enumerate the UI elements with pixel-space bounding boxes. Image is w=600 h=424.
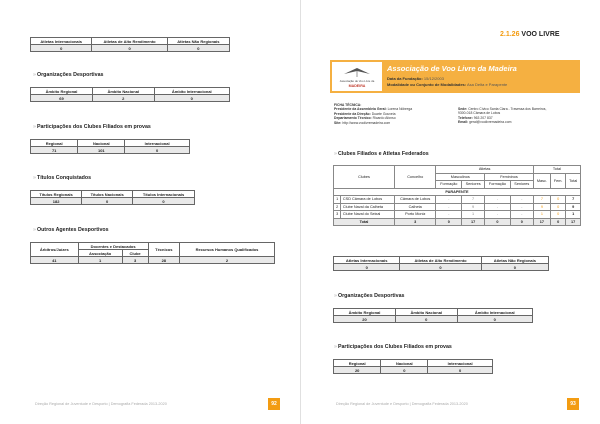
table-header: Âmbito Internacional	[457, 309, 532, 316]
table-header: Total	[533, 166, 580, 174]
table-header: Femininos	[485, 173, 534, 181]
table-cell: 0	[82, 198, 133, 205]
table-header: Atletas de Alto Rendimento	[92, 38, 167, 45]
table-header: Atletas Não Regionais	[481, 257, 548, 264]
section-title-org: »Organizações Desportivas	[33, 72, 104, 78]
table-row: 1 CSD Câmara de Lobos Câmara de Lobos - 7 - - 7 0 7	[334, 196, 581, 204]
table-header: Masc.	[533, 173, 550, 188]
table-cell: 0	[167, 45, 229, 52]
section-heading: 2.1.26 VOO LIVRE	[500, 31, 560, 38]
table-header: Árbitros/Juízes	[31, 243, 79, 257]
table-header: Nacional	[381, 360, 428, 367]
table-header: Atletas Internacionais	[334, 257, 400, 264]
table-header: Masculinos	[436, 173, 485, 181]
info-right-column: Sede: Centro Cívico Santa Clara - Travessa dos Barreiros, 9300-018 Câmara de Lobos Telefone: 963 207 837 Email: geral@voolivremadeira.com	[458, 107, 547, 125]
modality-line: Modalidade ou Conjunto de Modalidades: Asa Delta e Parapente	[387, 82, 508, 87]
table-cell: 0	[334, 264, 400, 271]
participations-table-right	[333, 359, 493, 374]
table-header: Concelho	[394, 166, 436, 189]
table-header: Títulos Regionais	[31, 191, 82, 198]
table-cell: 69	[31, 95, 93, 102]
table-header: Recursos Humanos Qualificados	[179, 243, 274, 257]
table-cell: 0	[381, 367, 428, 374]
titles-table-left	[30, 190, 195, 205]
table-cell: 0	[457, 316, 532, 323]
table-header: Fem.	[550, 173, 565, 188]
table-header: Âmbito Nacional	[395, 309, 457, 316]
table-cell: 0	[400, 264, 481, 271]
athletes-table-right	[333, 256, 549, 271]
table-header: Âmbito Nacional	[92, 88, 154, 95]
footer-left: Direção Regional de Juventude e Desporto | Demografia Federada 2013-2020	[35, 402, 167, 406]
athletes-table-left	[30, 37, 230, 52]
table-cell: 0	[125, 147, 190, 154]
section-title-org-right: »Organizações Desportivas	[334, 293, 405, 299]
table-header: Formação	[436, 181, 462, 189]
table-header: Âmbito Regional	[31, 88, 93, 95]
table-header: Formação	[485, 181, 511, 189]
table-cell: 0	[481, 264, 548, 271]
table-cell: 71	[31, 147, 78, 154]
table-header: Âmbito Regional	[334, 309, 396, 316]
table-header: Nacional	[78, 140, 125, 147]
table-header: Âmbito Internacional	[154, 88, 229, 95]
table-header: Docentes e Destacados	[78, 243, 148, 250]
clubs-table	[333, 165, 581, 226]
table-header: Clubes	[334, 166, 395, 189]
table-header: Atletas Não Regionais	[167, 38, 229, 45]
table-cell: 0	[133, 198, 195, 205]
association-banner	[330, 60, 580, 93]
table-cell: 41	[31, 257, 79, 264]
table-header: Clube	[122, 250, 148, 257]
table-header: Regional	[31, 140, 78, 147]
association-logo	[332, 62, 382, 91]
table-row: 3 Clube Naval do Seixal Porto Moniz - 1 - - 1 0 1	[334, 211, 581, 219]
table-cell: 101	[78, 147, 125, 154]
table-cell: 20	[334, 367, 381, 374]
org-table-right	[333, 308, 533, 323]
table-header: Associação	[78, 250, 122, 257]
table-header: Total	[566, 173, 581, 188]
table-cell: 3	[122, 257, 148, 264]
agents-table-left	[30, 242, 275, 264]
table-total-row: Total 3 0 17 0 0 17 0 17	[334, 218, 581, 226]
table-header: Técnicos	[148, 243, 179, 257]
section-title-participations: »Participações dos Clubes Filiados em provas	[33, 124, 151, 130]
table-header: Internacional	[125, 140, 190, 147]
table-subheader: PARAPENTE	[334, 188, 581, 196]
table-cell: 0	[154, 95, 229, 102]
participations-table-left	[30, 139, 190, 154]
table-row: 2 Clube Naval da Calheta Calheta - 9 - - 9 0 9	[334, 203, 581, 211]
table-header: Seniores	[462, 181, 485, 189]
page-number-left: 92	[268, 398, 280, 410]
section-title-participations-right: »Participações dos Clubes Filiados em provas	[334, 344, 452, 350]
svg-text:MADEIRA: MADEIRA	[348, 84, 366, 88]
svg-text:Associação de Voo Livre da: Associação de Voo Livre da	[339, 79, 375, 83]
table-header: Internacional	[428, 360, 493, 367]
table-header: Seniores	[510, 181, 533, 189]
founded-line: Data da Fundação: 15/12/2003	[387, 76, 444, 81]
section-title-titles: »Títulos Conquistados	[33, 175, 92, 181]
table-cell: 0	[31, 45, 92, 52]
table-header: Títulos Internacionais	[133, 191, 195, 198]
table-header: Atletas	[436, 166, 533, 174]
table-cell: 2	[92, 95, 154, 102]
table-cell: 182	[31, 198, 82, 205]
table-cell: 0	[92, 45, 167, 52]
info-left-column: FICHA TÉCNICA: Presidente da Assembleia Geral: Lorena Nóbrega Presidente da Direção: Duarte Gouveia Departamento Técnico: Ricardo Afonso Site: http://www.voolivremadeira.com	[334, 103, 413, 125]
table-cell: 20	[334, 316, 396, 323]
section-title-agents: »Outros Agentes Desportivos	[33, 227, 109, 233]
table-header: Atletas Internacionais	[31, 38, 92, 45]
section-title-clubs: »Clubes Filiados e Atletas Federados	[334, 151, 429, 157]
table-cell: 0	[395, 316, 457, 323]
table-cell: 28	[148, 257, 179, 264]
footer-right: Direção Regional de Juventude e Desporto | Demografia Federada 2013-2020	[336, 402, 468, 406]
table-cell: 1	[78, 257, 122, 264]
table-cell: 2	[179, 257, 274, 264]
table-header: Regional	[334, 360, 381, 367]
table-header: Títulos Nacionais	[82, 191, 133, 198]
table-header: Atletas de Alto Rendimento	[400, 257, 481, 264]
table-cell: 0	[428, 367, 493, 374]
org-table-left	[30, 87, 230, 102]
association-title: Associação de Voo Livre da Madeira	[387, 64, 517, 73]
page-number-right: 93	[567, 398, 579, 410]
